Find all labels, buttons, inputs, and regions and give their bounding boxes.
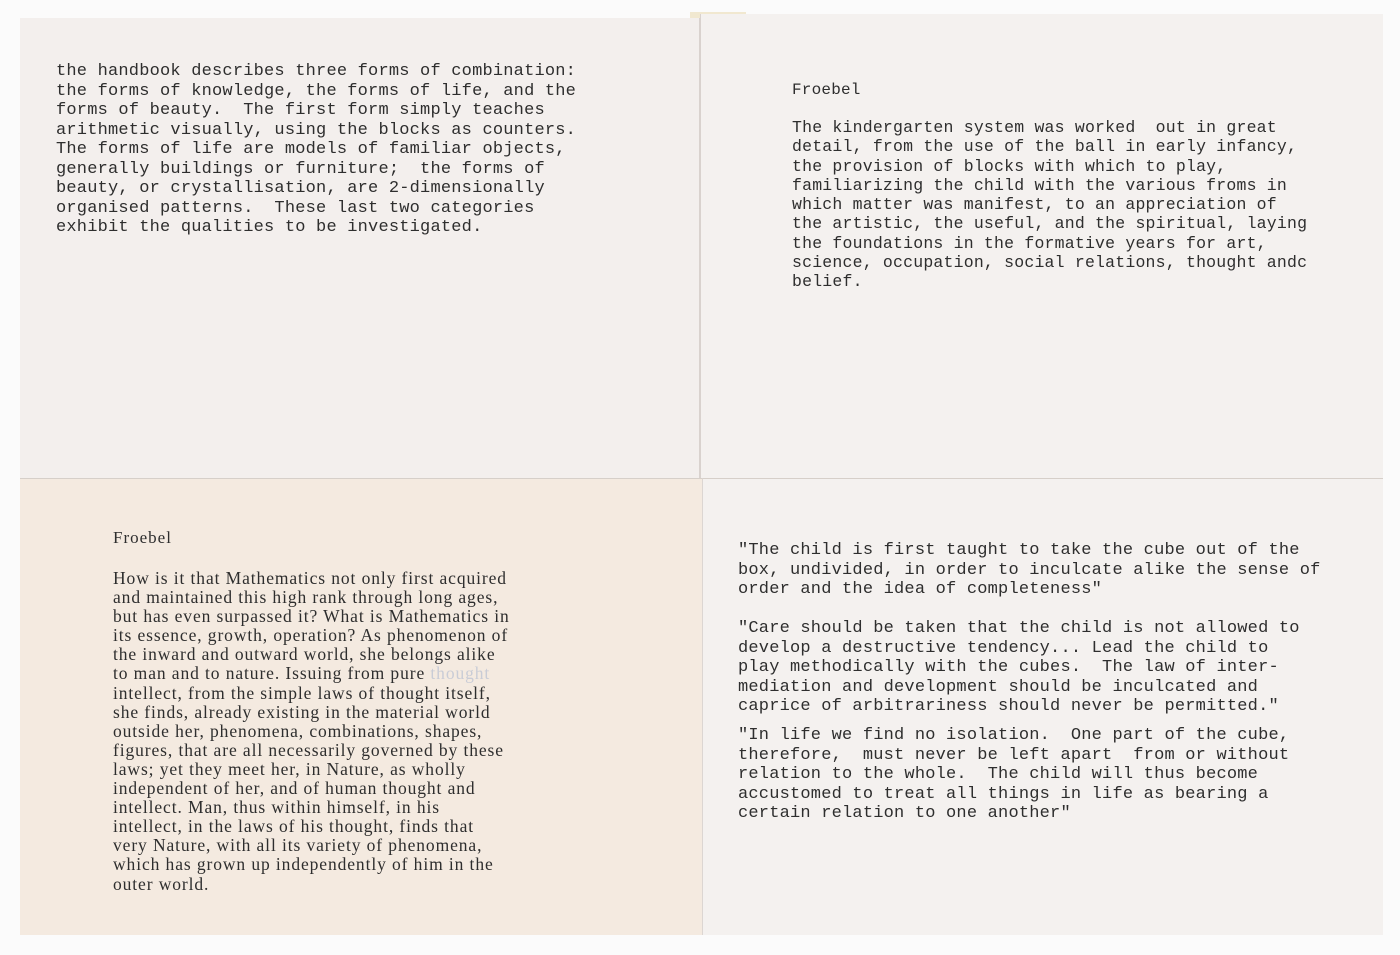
- note-card-bottom-right: [702, 478, 1383, 935]
- note-card-bottom-left: [20, 478, 702, 935]
- body-text-part-2: intellect, from the simple laws of thought itself, she finds, already existing in the material world outside her, phenomena, combinations, shapes, figures, that are all necessarily governed by these laws; yet they meet her, in Nature, as wholly independent of her, and of human thought and intellect. Man, thus within himself, in his intellect, in the laws of his thought, finds that very Nature, with all its variety of phenomena, which has grown up independently of him in the outer world.: [113, 682, 504, 894]
- struck-word: thought: [430, 663, 491, 684]
- quote-paragraph: "The child is first taught to take the cube out of the box, undivided, in order to inculcate alike the sense of order and the idea of completeness": [738, 541, 1321, 599]
- quote-paragraph: "Care should be taken that the child is not allowed to develop a destructive tendency... Lead the child to play methodically with the cubes. The law of inter- mediation and development should be inculcated and caprice of arbitrariness should never be permitted.": [738, 619, 1300, 716]
- card-heading: Froebel: [113, 528, 172, 547]
- card-heading: Froebel: [792, 81, 861, 99]
- quote-paragraph: "In life we find no isolation. One part of the cube, therefore, must never be left apart from or without relation to the whole. The child will thus become accustomed to treat all things in life as bearing a certain relation to one another": [738, 726, 1290, 823]
- note-card-top-left: [20, 18, 700, 478]
- card-body-text: The kindergarten system was worked out in great detail, from the use of the ball in early infancy, the provision of blocks with which to play, familiarizing the child with the various froms in which matter was manifest, to an appreciation of the artistic, the useful, and the spiritual, laying the foundations in the formative years for art, science, occupation, social relations, thought andc belief.: [792, 118, 1308, 292]
- body-text-part-1: How is it that Mathematics not only first acquired and maintained this high rank through long ages, but has even surpassed it? What is Mathematics in its essence, growth, operation? As phenomenon of the inward and outward world, she belongs alike to man and to nature. Issuing from pure: [113, 568, 510, 684]
- card-body-text: [113, 569, 510, 894]
- note-card-top-right: [700, 14, 1383, 478]
- card-body-text: the handbook describes three forms of combination: the forms of knowledge, the forms of life, and the forms of beauty. The first form simply teaches arithmetic visually, using the blocks as counters. The forms of life are models of familiar objects, generally buildings or furniture; the forms of beauty, or crystallisation, are 2-dimensionally organised patterns. These last two categories exhibit the qualities to be investigated.: [56, 62, 577, 237]
